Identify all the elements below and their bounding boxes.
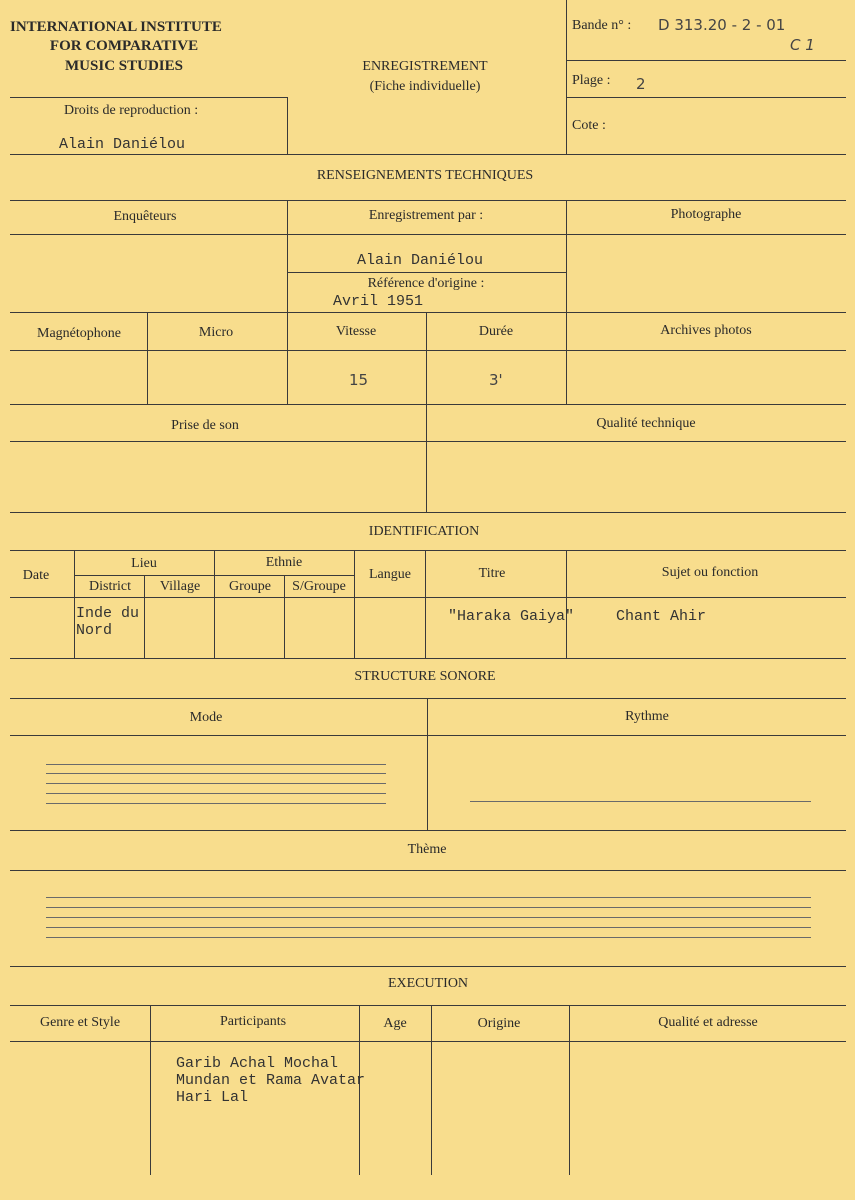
row-line [10,1041,846,1042]
header-line [566,97,846,98]
mode-line [46,793,386,794]
row-line [10,597,846,598]
row-line [10,350,846,351]
header-divider [287,97,288,154]
row-line [10,404,846,405]
column-divider [147,312,148,404]
mode-line [46,764,386,765]
mode-label: Mode [189,710,223,725]
row-line [10,735,846,736]
execution-section-title: EXECUTION [387,976,469,991]
plage-label: Plage : [572,73,611,88]
photographe-label: Photographe [670,207,742,222]
archives-photos-label: Archives photos [660,323,752,338]
tech-section-title: RENSEIGNEMENTS TECHNIQUES [316,168,534,183]
theme-line [46,927,811,928]
row-line [10,870,846,871]
theme-label: Thème [407,842,447,857]
rights-label: Droits de reproduction : [64,103,199,118]
titre-label: Titre [478,566,506,581]
vitesse-label: Vitesse [335,324,377,339]
identification-section-title: IDENTIFICATION [368,524,480,539]
sujet-label: Sujet ou fonction [661,565,759,580]
langue-label: Langue [369,567,411,582]
theme-line [46,937,811,938]
duree-label: Durée [478,324,514,339]
row-line [10,234,846,235]
column-divider [427,698,428,830]
column-divider [569,1005,570,1175]
section-line [10,966,846,967]
cote-label: Cote : [572,118,606,133]
micro-label: Micro [198,325,234,340]
reference-label: Référence d'origine : [367,276,485,291]
reference-value: Avril 1951 [333,293,424,310]
duree-value: 3' [489,371,503,389]
sujet-value: Chant Ahir [616,608,707,625]
column-divider [144,575,145,658]
participants-label: Participants [219,1014,287,1029]
mode-line [46,803,386,804]
column-divider [284,575,285,658]
section-line [10,658,846,659]
prise-de-son-label: Prise de son [171,418,239,433]
section-line [10,698,846,699]
column-divider [150,1005,151,1175]
district-value-line2: Nord [76,622,113,639]
theme-line [46,917,811,918]
enregistrement-par-value: Alain Daniélou [357,252,484,269]
column-divider [425,550,426,658]
enqueteurs-label: Enquêteurs [113,209,177,224]
section-line [10,1005,846,1006]
participant-2: Mundan et Rama Avatar [176,1072,366,1089]
participant-1: Garib Achal Mochal [176,1055,339,1072]
age-label: Age [383,1016,407,1031]
district-value-line1: Inde du [76,605,140,622]
origine-label: Origine [477,1016,521,1031]
column-divider [287,312,288,404]
row-line [287,272,566,273]
header-line [566,60,846,61]
column-divider [426,404,427,512]
rights-value: Alain Daniélou [59,136,186,153]
lieu-label: Lieu [131,556,157,571]
enregistrement-par-label: Enregistrement par : [368,208,484,223]
qualite-adresse-label: Qualité et adresse [658,1015,758,1030]
section-line [10,154,846,155]
form-subtitle: (Fiche individuelle) [369,79,481,94]
institute-name-line3: MUSIC STUDIES [65,58,183,74]
header-divider [566,0,567,154]
structure-section-title: STRUCTURE SONORE [354,669,496,684]
header-line [10,97,287,98]
participant-3: Hari Lal [176,1089,249,1106]
section-line [10,830,846,831]
mode-line [46,773,386,774]
vitesse-value: 15 [349,371,369,389]
plage-value: 2 [636,75,646,93]
institute-name-line2: FOR COMPARATIVE [49,38,199,54]
section-line [10,550,846,551]
genre-label: Genre et Style [39,1015,121,1030]
mode-line [46,783,386,784]
column-divider [214,550,215,658]
column-divider [426,312,427,404]
column-divider [431,1005,432,1175]
theme-line [46,897,811,898]
village-label: Village [159,579,201,594]
theme-line [46,907,811,908]
institute-name-line1: INTERNATIONAL INSTITUTE [10,19,222,35]
bande-label: Bande n° : [572,18,632,33]
section-line [10,200,846,201]
rythme-label: Rythme [625,709,669,724]
column-divider [287,200,288,312]
column-divider [354,550,355,658]
date-label: Date [22,568,50,583]
column-divider [359,1005,360,1175]
groupe-label: Groupe [229,579,271,594]
column-divider [74,550,75,658]
column-divider [566,312,567,404]
form-title: ENREGISTREMENT [362,59,488,74]
magnetophone-label: Magnétophone [37,326,121,341]
ethnie-label: Ethnie [265,555,303,570]
s-groupe-label: S/Groupe [292,579,346,594]
row-line [10,441,846,442]
column-divider [566,550,567,658]
section-line [10,512,846,513]
rythme-line [470,801,811,802]
column-divider [566,200,567,312]
bande-note: C 1 [790,36,815,54]
district-label: District [89,579,131,594]
bande-value: D 313.20 - 2 - 01 [658,16,786,34]
row-line [10,312,846,313]
titre-value: "Haraka Gaiya" [448,608,575,625]
qualite-technique-label: Qualité technique [596,416,696,431]
